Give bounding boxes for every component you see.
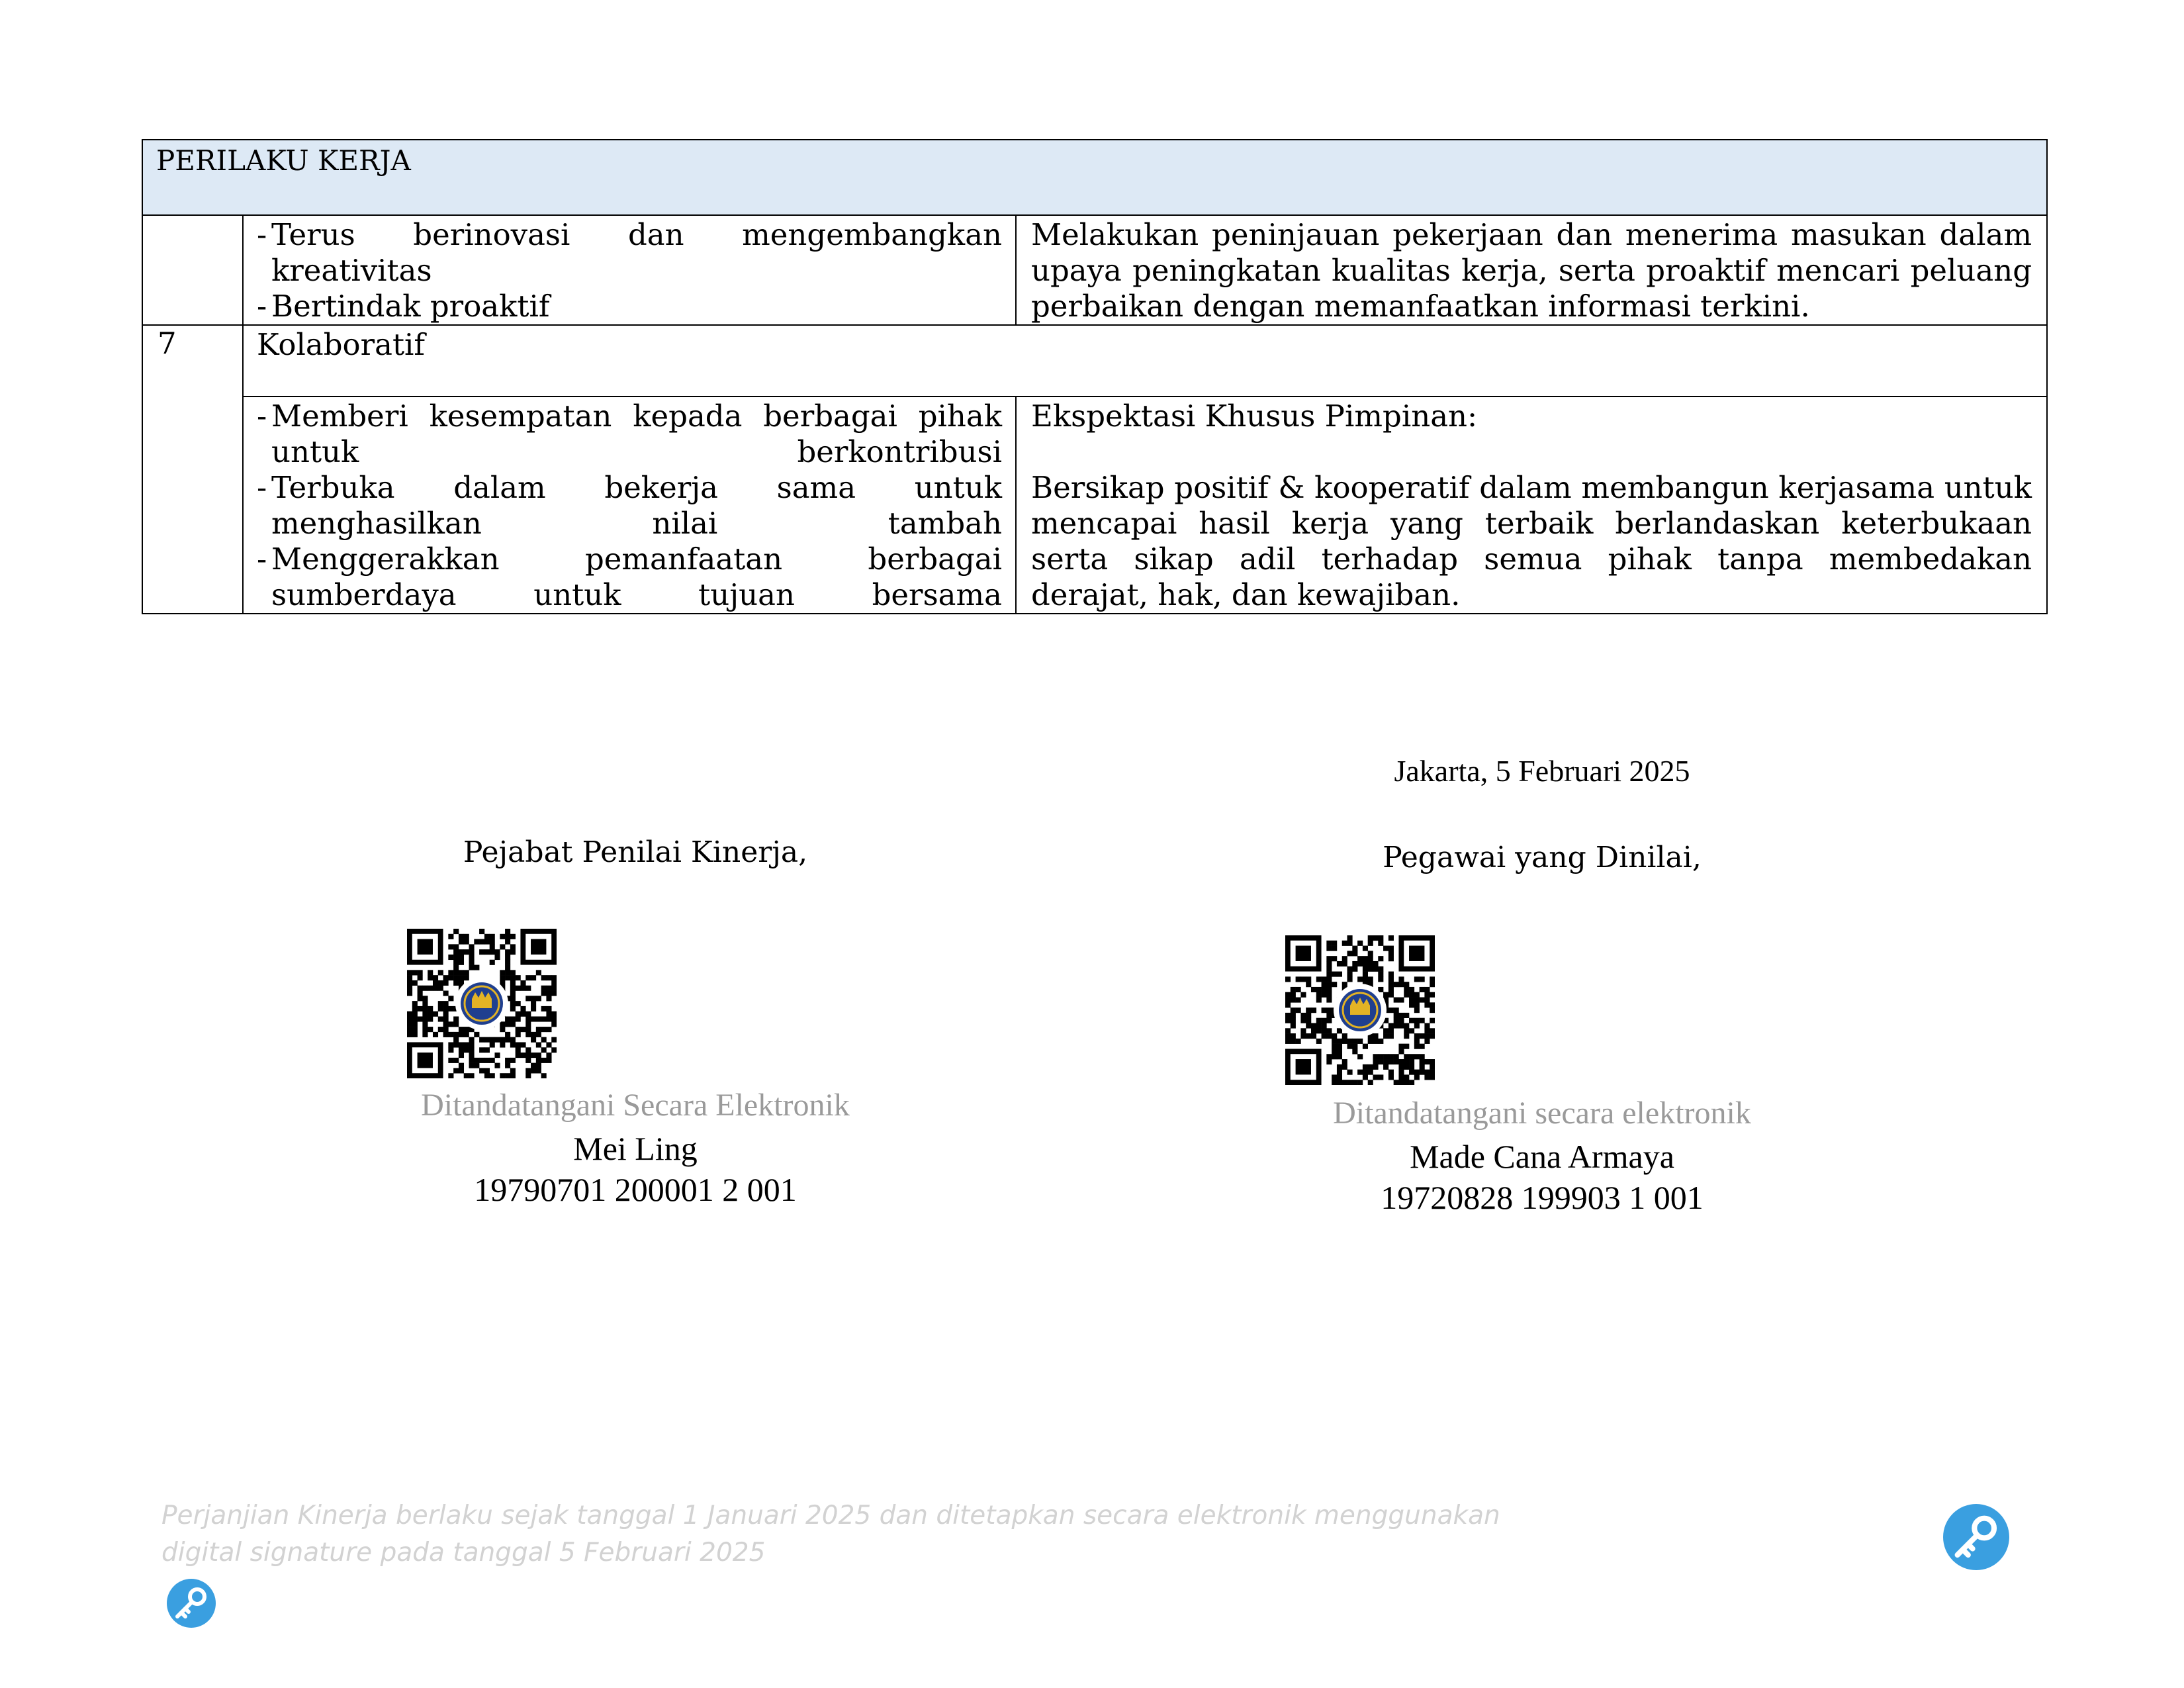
list-item: - Terbuka dalam bekerja sama untuk menghasilkan nilai tambah xyxy=(257,470,1002,541)
left-signer-name: Mei Ling xyxy=(573,1130,698,1167)
footer-line-1: Perjanjian Kinerja berlaku sejak tanggal 1 Januari 2025 dan ditetapkan secara elektronik menggunakan xyxy=(161,1501,1500,1530)
behavior-list xyxy=(257,217,1002,324)
expectation-text: Bersikap positif & kooperatif dalam membangun kerjasama untuk mencapai hasil kerja yang terbaik berlandaskan keterbukaan serta sikap adil terhadap semua pihak tanpa membedakan derajat, hak, dan kewajiban. xyxy=(1031,470,2032,612)
qr-code-icon xyxy=(407,929,557,1078)
key-icon xyxy=(1943,1504,2009,1570)
section-header-row xyxy=(142,140,2047,215)
right-signer-nip: 19720828 199903 1 001 xyxy=(1381,1179,1704,1216)
right-signer-role: Pegawai yang Dinilai, xyxy=(1383,841,1702,874)
qr-code-icon xyxy=(1285,935,1435,1085)
behavior-list xyxy=(257,399,1002,613)
table-row xyxy=(142,325,2047,397)
left-signed-note: Ditandatangani Secara Elektronik xyxy=(421,1088,850,1123)
behavior-title: Kolaboratif xyxy=(243,325,2047,397)
left-signer-role: Pejabat Penilai Kinerja, xyxy=(463,835,808,869)
behavior-description: Melakukan peninjauan pekerjaan dan menerima masukan dalam upaya peningkatan kualitas kerja, serta proaktif mencari peluang perbaikan dengan memanfaatkan informasi terkini. xyxy=(1016,215,2047,325)
table-row xyxy=(142,215,2047,325)
right-signer-name: Made Cana Armaya xyxy=(1410,1138,1674,1175)
qr-code-icon xyxy=(407,929,557,1078)
footer-note xyxy=(161,1497,1551,1571)
behavior-items-cell xyxy=(243,397,1016,614)
kemenkeu-emblem-icon xyxy=(455,977,508,1030)
row-number-cell xyxy=(142,215,243,325)
section-header: PERILAKU KERJA xyxy=(142,140,2047,215)
key-icon xyxy=(167,1579,216,1628)
qr-code-icon xyxy=(1285,935,1435,1085)
list-item: - Bertindak proaktif xyxy=(257,289,1002,324)
behavior-items-cell xyxy=(243,215,1016,325)
list-item: - Terus berinovasi dan mengembangkan kreativitas xyxy=(257,217,1002,289)
footer-line-2: digital signature pada tanggal 5 Februari 2025 xyxy=(161,1538,766,1568)
right-signed-note: Ditandatangani secara elektronik xyxy=(1333,1096,1751,1131)
kemenkeu-emblem-icon xyxy=(1334,984,1387,1037)
performance-table xyxy=(142,139,2048,614)
expectation-label: Ekspektasi Khusus Pimpinan: xyxy=(1031,399,1478,434)
left-signer-nip: 19790701 200001 2 001 xyxy=(474,1171,797,1208)
row-number: 7 xyxy=(142,325,243,614)
place-date: Jakarta, 5 Februari 2025 xyxy=(1394,754,1690,788)
list-item: - Memberi kesempatan kepada berbagai pihak untuk berkontribusi xyxy=(257,399,1002,470)
list-item: - Menggerakkan pemanfaatan berbagai sumberdaya untuk tujuan bersama xyxy=(257,541,1002,613)
expectation-cell xyxy=(1016,397,2047,614)
table-row xyxy=(142,397,2047,614)
